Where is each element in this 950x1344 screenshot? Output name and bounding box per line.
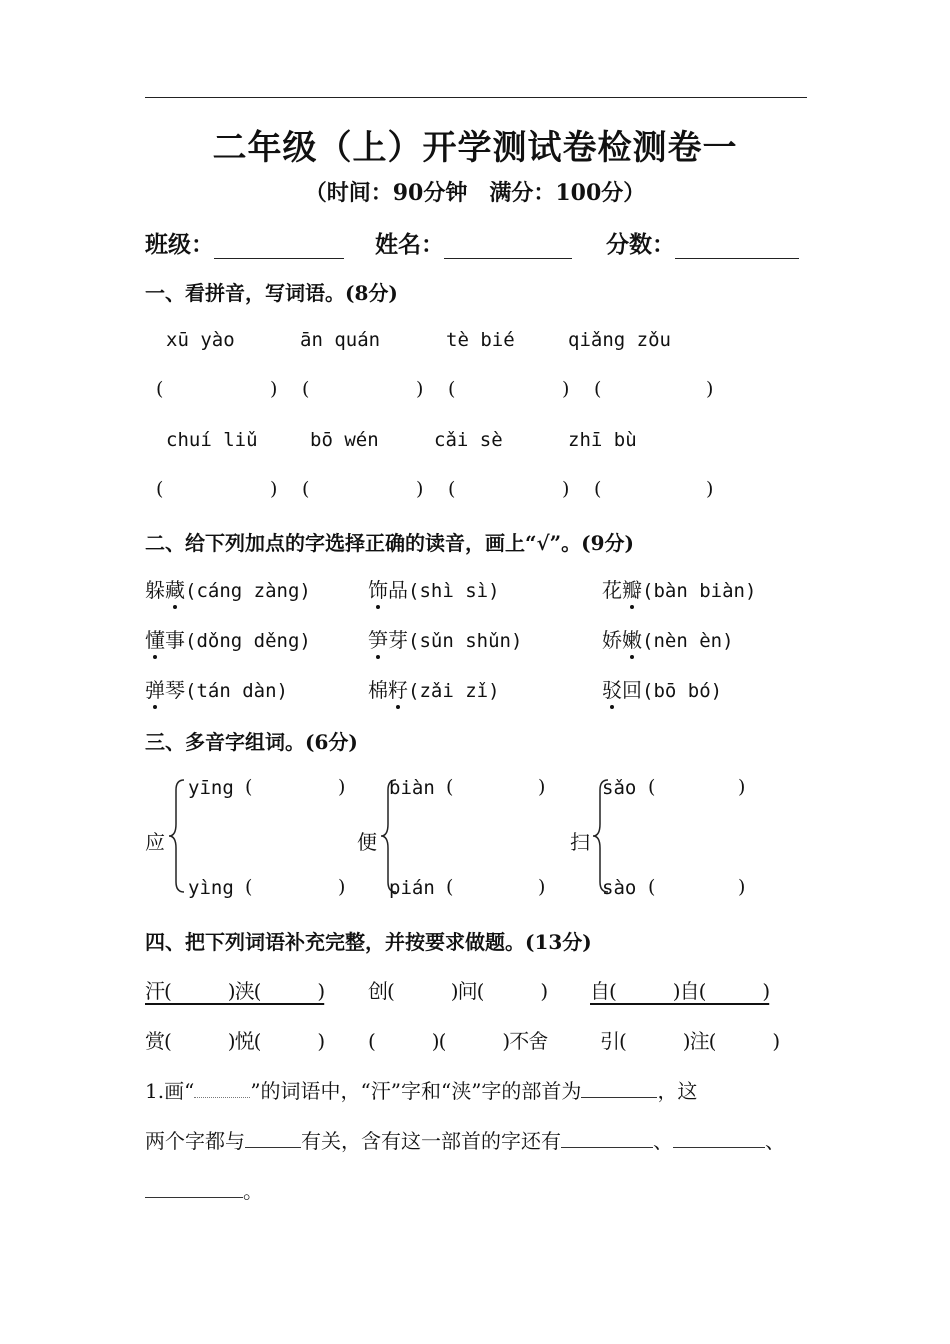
- idiom-blank[interactable]: 创( )问( ): [368, 979, 548, 1003]
- class-label: 班级：: [145, 231, 214, 258]
- idiom-blank[interactable]: 引( )注( ): [600, 1029, 780, 1053]
- answer-box[interactable]: (: [245, 776, 253, 798]
- answer-box-close: ): [338, 776, 346, 798]
- answer-box-close: ): [338, 876, 346, 898]
- answer-blank[interactable]: [245, 1131, 301, 1148]
- name-label: 姓名：: [375, 231, 444, 258]
- reading-item: 笋芽(sǔn shǔn): [368, 624, 522, 653]
- reading-options[interactable]: (bō bó): [642, 680, 723, 702]
- answer-box[interactable]: (: [156, 378, 164, 400]
- answer-blank[interactable]: [581, 1081, 657, 1098]
- answer-box[interactable]: (: [302, 478, 310, 500]
- section-1-heading: 一、看拼音，写词语。(8分): [145, 281, 398, 305]
- reading-item: 弹琴(tán dàn): [145, 674, 288, 703]
- page-title: 二年级（上）开学测试卷检测卷一: [212, 128, 738, 168]
- name-blank[interactable]: [444, 236, 572, 259]
- answer-box-close: ): [416, 478, 424, 500]
- answer-box-close: ): [738, 776, 746, 798]
- pinyin-top: yīng: [188, 777, 234, 799]
- answer-box-close: ): [270, 478, 278, 500]
- reading-options[interactable]: (tán dàn): [185, 680, 288, 702]
- reading-item: 懂事(dǒng děng): [145, 624, 311, 653]
- reading-options[interactable]: (bàn biàn): [642, 580, 757, 602]
- pinyin-bottom: pián: [389, 877, 435, 899]
- reading-item: 躲藏(cáng zàng): [145, 574, 311, 603]
- answer-box-close: ): [738, 876, 746, 898]
- pinyin-2-3: cǎi sè: [434, 429, 503, 451]
- answer-box-close: ): [416, 378, 424, 400]
- pinyin-top: sǎo: [602, 777, 637, 799]
- reading-options[interactable]: (sǔn shǔn): [408, 630, 523, 652]
- score-blank[interactable]: [675, 236, 799, 259]
- reading-item: 驳回(bō bó): [602, 674, 722, 703]
- answer-box[interactable]: (: [446, 876, 454, 898]
- pinyin-1-1: xū yào: [166, 329, 235, 351]
- pinyin-2-1: chuí liǔ: [166, 429, 258, 451]
- answer-box[interactable]: (: [648, 776, 656, 798]
- pinyin-1-2: ān quán: [300, 329, 381, 351]
- score-field: [606, 226, 799, 259]
- pinyin-1-4: qiǎng zǒu: [568, 329, 671, 351]
- class-field: [145, 226, 344, 259]
- answer-box-close: ): [538, 776, 546, 798]
- answer-box-close: ): [562, 378, 570, 400]
- answer-blank[interactable]: [145, 1181, 243, 1198]
- answer-box-close: ): [706, 378, 714, 400]
- top-rule: [145, 97, 807, 98]
- class-blank[interactable]: [214, 236, 344, 259]
- reading-item: 娇嫩(nèn èn): [602, 624, 734, 653]
- score-label: 分数：: [606, 231, 675, 258]
- section-2-heading: 二、给下列加点的字选择正确的读音，画上“√”。(9分): [145, 531, 634, 555]
- answer-blank[interactable]: [194, 1081, 250, 1098]
- reading-options[interactable]: (shì sì): [408, 580, 500, 602]
- answer-box[interactable]: (: [245, 876, 253, 898]
- section-3-heading: 三、多音字组词。(6分): [145, 730, 358, 754]
- reading-options[interactable]: (dǒng děng): [185, 630, 311, 652]
- answer-box[interactable]: (: [156, 478, 164, 500]
- polyphone-char: 扫: [570, 830, 590, 854]
- pinyin-2-2: bō wén: [310, 429, 379, 451]
- question-1-line-3: 。: [145, 1175, 263, 1204]
- idiom-blank[interactable]: 赏( )悦( ): [145, 1029, 325, 1053]
- pinyin-top: biàn: [389, 777, 435, 799]
- question-1-line-2: 两个字都与 有关，含有这一部首的字还有 、 、: [145, 1129, 785, 1153]
- idiom-blank[interactable]: 自( )自( ): [590, 979, 770, 1003]
- answer-box-close: ): [270, 378, 278, 400]
- answer-box[interactable]: (: [446, 776, 454, 798]
- reading-item: 饰品(shì sì): [368, 574, 500, 603]
- page-subtitle: （时间：90分钟 满分：100分）: [304, 180, 646, 206]
- answer-box[interactable]: (: [302, 378, 310, 400]
- reading-item: 花瓣(bàn biàn): [602, 574, 756, 603]
- pinyin-1-3: tè bié: [446, 329, 515, 351]
- idiom-blank[interactable]: ( )( )不舍: [368, 1029, 548, 1053]
- pinyin-bottom: sào: [602, 877, 637, 899]
- pinyin-bottom: yìng: [188, 877, 234, 899]
- reading-item: 棉籽(zǎi zǐ): [368, 674, 500, 703]
- reading-options[interactable]: (nèn èn): [642, 630, 734, 652]
- answer-box-close: ): [562, 478, 570, 500]
- answer-box[interactable]: (: [448, 478, 456, 500]
- polyphone-char: 应: [145, 830, 165, 854]
- answer-blank[interactable]: [673, 1131, 765, 1148]
- reading-options[interactable]: (zǎi zǐ): [408, 680, 500, 702]
- idiom-blank[interactable]: 汗( )浃( ): [145, 979, 325, 1003]
- answer-box[interactable]: (: [594, 478, 602, 500]
- answer-blank[interactable]: [561, 1131, 653, 1148]
- pinyin-2-4: zhī bù: [568, 429, 637, 451]
- section-4-heading: 四、把下列词语补充完整，并按要求做题。(13分): [145, 930, 592, 954]
- answer-box[interactable]: (: [448, 378, 456, 400]
- answer-box[interactable]: (: [648, 876, 656, 898]
- answer-box-close: ): [706, 478, 714, 500]
- brace-icon: [168, 778, 186, 894]
- name-field: [375, 226, 572, 259]
- polyphone-char: 便: [357, 830, 377, 854]
- question-1-line-1: 1.画“ ”的词语中，“汗”字和“浃”字的部首为 ，这: [145, 1079, 698, 1103]
- answer-box-close: ): [538, 876, 546, 898]
- reading-options[interactable]: (cáng zàng): [185, 580, 311, 602]
- answer-box[interactable]: (: [594, 378, 602, 400]
